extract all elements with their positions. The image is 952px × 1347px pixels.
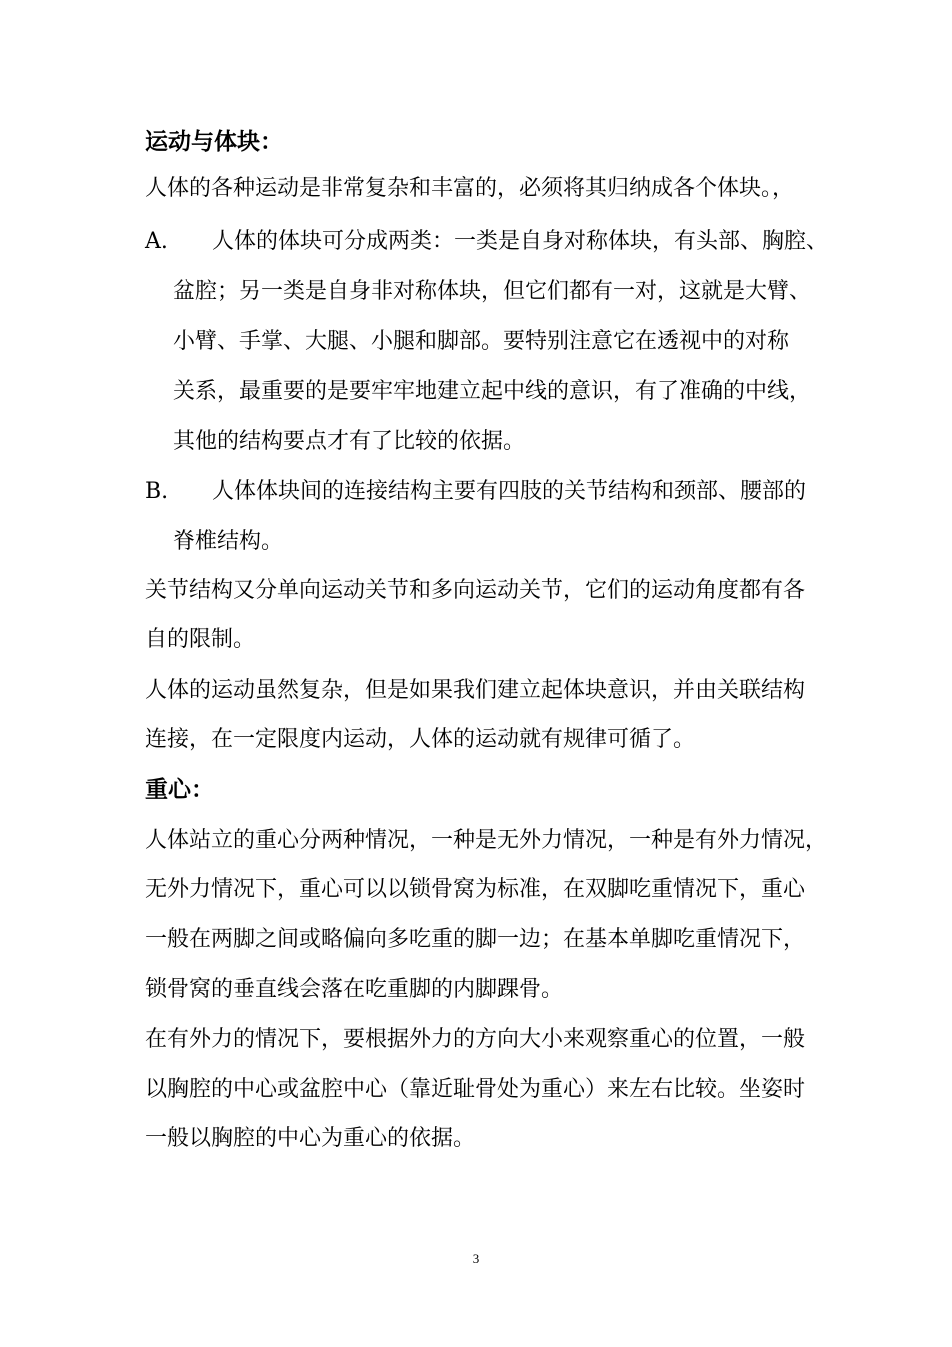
list-marker-b: B. — [145, 479, 169, 504]
paragraph-line: 在有外力的情况下，要根据外力的方向大小来观察重心的位置，一般 — [145, 1027, 806, 1052]
item-a-line: 关系，最重要的是要牢牢地建立起中线的意识，有了准确的中线， — [173, 379, 812, 404]
section-heading-gravity: 重心： — [145, 776, 214, 803]
paragraph-line: 一般以胸腔的中心为重心的依据。 — [145, 1126, 476, 1151]
item-a-line: 人体的体块可分成两类：一类是自身对称体块，有头部、胸腔、 — [212, 229, 829, 254]
section-heading-motion: 运动与体块： — [145, 128, 283, 155]
paragraph-line: 关节结构又分单向运动关节和多向运动关节，它们的运动角度都有各 — [145, 578, 806, 603]
paragraph-line: 自的限制。 — [145, 627, 256, 652]
item-a-line: 其他的结构要点才有了比较的依据。 — [173, 429, 526, 454]
list-marker-a: A. — [145, 229, 168, 254]
motion-intro: 人体的各种运动是非常复杂和丰富的，必须将其归纳成各个体块。， — [145, 176, 795, 201]
paragraph-line: 人体站立的重心分两种情况，一种是无外力情况，一种是有外力情况， — [145, 828, 828, 853]
item-a-line: 小臂、手掌、大腿、小腿和脚部。要特别注意它在透视中的对称 — [173, 329, 790, 354]
paragraph-line: 以胸腔的中心或盆腔中心（靠近耻骨处为重心）来左右比较。坐姿时 — [145, 1077, 806, 1102]
paragraph-line: 人体的运动虽然复杂，但是如果我们建立起体块意识，并由关联结构 — [145, 678, 806, 703]
item-b-line: 脊椎结构。 — [173, 529, 284, 554]
item-a-line: 盆腔；另一类是自身非对称体块，但它们都有一对，这就是大臂、 — [173, 279, 812, 304]
paragraph-line: 连接，在一定限度内运动，人体的运动就有规律可循了。 — [145, 727, 696, 752]
paragraph-line: 无外力情况下，重心可以以锁骨窝为标准，在双脚吃重情况下，重心 — [145, 877, 806, 902]
item-b-line: 人体体块间的连接结构主要有四肢的关节结构和颈部、腰部的 — [212, 479, 807, 504]
paragraph-line: 一般在两脚之间或略偏向多吃重的脚一边；在基本单脚吃重情况下， — [145, 927, 806, 952]
page-number: 3 — [472, 1251, 480, 1266]
paragraph-line: 锁骨窝的垂直线会落在吃重脚的内脚踝骨。 — [145, 977, 564, 1002]
